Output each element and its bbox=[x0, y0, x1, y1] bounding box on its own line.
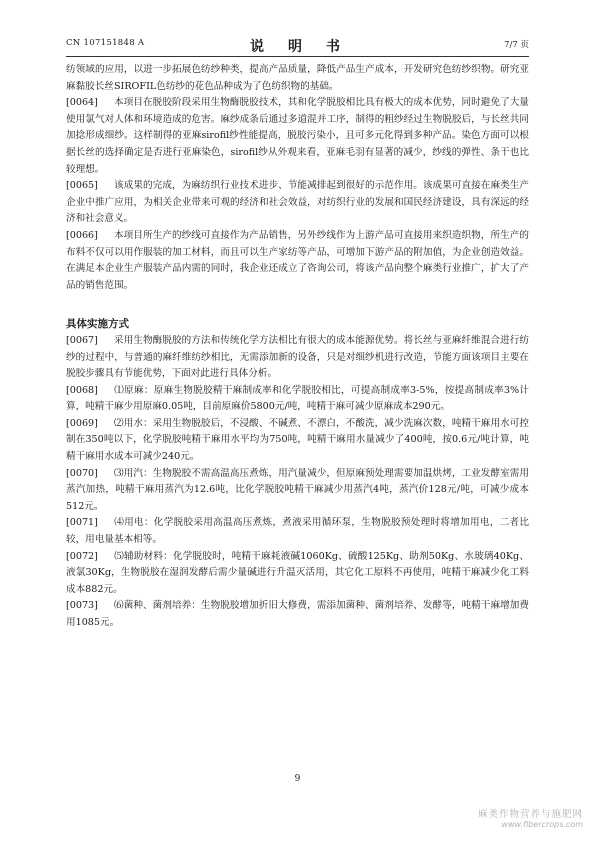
paragraph-number: [0066] bbox=[66, 229, 98, 241]
watermark-name: 麻类作物营养与施肥网 bbox=[477, 809, 583, 820]
paragraph-text: 采用生物酶脱胶的方法和传统化学方法相比有很大的成本能源优势。将长丝与亚麻纤维混合进行纺纱的过程中，与普通的麻纤维纺纱相比，无需添加新的设备，只是对细纱机进行改造，节能方面该项目主要在脱胶步骤具有节能优势，下面对此进行具体分析。 bbox=[66, 334, 529, 380]
paragraph-text: ⑷用电：化学脱胶采用高温高压煮炼，煮液采用循环泵，生物脱胶预处理时将增加用电，二者比较，用电量基本相等。 bbox=[66, 517, 529, 546]
paragraph-number: [0071] bbox=[66, 517, 98, 529]
paragraph-number: [0068] bbox=[66, 384, 98, 396]
paragraph-number: [0064] bbox=[66, 97, 98, 109]
paragraph-text: 该成果的完成，为麻纺织行业技术进步、节能减排起到很好的示范作用。该成果可直接在麻类生产企业中推广应用，为相关企业带来可观的经济和社会效益，对纺织行业的发展和国民经济建设，具有深远的经济和社会意义。 bbox=[66, 180, 529, 225]
paragraph-0065 bbox=[66, 178, 529, 228]
paragraph-text: ⑴原麻：原麻生物脱胶精干麻制成率和化学脱胶相比，可提高制成率3-5%，按提高制成率3%计算，吨精干麻少用原麻0.05吨，目前原麻价5800元/吨，吨精干麻可减少原麻成本290元。 bbox=[66, 384, 529, 413]
paragraph-0072 bbox=[66, 549, 529, 599]
paragraph-0066 bbox=[66, 228, 529, 294]
paragraph-text: ⑶用汽：生物脱胶不需高温高压煮炼，用汽量减少，但原麻预处理需要加温烘烤，工业发酵室需用蒸汽加热，吨精干麻用蒸汽为12.6吨，比化学脱胶吨精干麻减少用蒸汽4吨，蒸汽价128元/吨，可减少成本512元。 bbox=[66, 467, 529, 512]
publication-number: CN 107151848 A bbox=[66, 38, 145, 48]
paragraph-number: [0065] bbox=[66, 180, 98, 192]
paragraph-text: 本项目所生产的纱线可直接作为产品销售，另外纱线作为上游产品可直接用来织造织物，所生产的布料不仅可以用作服装的加工材料，而且可以生产家纺等产品，可增加下游产品的附加值，为企业创造效益。在满足本企业生产服装产品内需的同时，我企业还成立了咨询公司，将该产品向整个麻类行业推广，扩大了产品的销售范围。 bbox=[66, 229, 529, 291]
paragraph-number: [0069] bbox=[66, 417, 98, 429]
document-body bbox=[66, 62, 529, 632]
page-label: 7/7 页 bbox=[504, 40, 529, 50]
paragraph-number: [0072] bbox=[66, 550, 98, 562]
header-divider bbox=[66, 56, 529, 57]
document-title: 说 明 书 bbox=[250, 39, 345, 55]
paragraph-number: [0073] bbox=[66, 600, 98, 612]
paragraph-0067 bbox=[66, 333, 529, 383]
site-watermark bbox=[478, 806, 583, 829]
paragraph-text: ⑵用水：采用生物脱胶后，不浸酸、不碱煮、不漂白，不酸洗，减少洗麻次数，吨精干麻用水可控制在350吨以下，化学脱胶吨精干麻用水平均为750吨，吨精干麻用水量减少了400吨，按0.6元/吨计算，吨精干麻用水成本可减少240元。 bbox=[66, 417, 529, 463]
paragraph-0071 bbox=[66, 515, 529, 548]
page-number: 9 bbox=[294, 774, 301, 784]
paragraph-text: ⑹菌种、菌剂培养：生物脱胶增加折旧大修费，需添加菌种、菌剂培养、发酵等，吨精干麻增加费用1085元。 bbox=[66, 600, 529, 628]
paragraph-number: [0067] bbox=[66, 334, 98, 346]
continuation-paragraph: 纺领域的应用，以进一步拓展色纺纱种类，提高产品质量，降低产品生产成本，开发研究色纺纱织物。研究亚麻黏胶长丝SIROFIL色纺纱的花色品种成为了色纺织物的基础。 bbox=[66, 64, 529, 92]
page-header bbox=[66, 36, 529, 54]
watermark-url: www.fibercrops.com bbox=[501, 820, 583, 829]
paragraph-0064 bbox=[66, 95, 529, 178]
paragraph-0073 bbox=[66, 598, 529, 631]
section-heading: 具体实施方式 bbox=[66, 318, 129, 331]
paragraph-number: [0070] bbox=[66, 467, 98, 479]
paragraph-text: ⑸辅助材料：化学脱胶时，吨精干麻耗液碱1060Kg、硫酸125Kg、助剂50Kg、水玻璃40Kg、液氯30Kg，生物脱胶在湿润发酵后需少量碱进行升温灭活用，其它化工原料不再使用，吨精干麻减少化工料成本882元。 bbox=[66, 550, 529, 595]
paragraph-0069 bbox=[66, 416, 529, 466]
paragraph-0070 bbox=[66, 466, 529, 516]
paragraph-0068 bbox=[66, 383, 529, 416]
paragraph-text: 本项目在脱胶阶段采用生物酶脱胶技术，其和化学脱胶相比具有极大的成本优势，同时避免了大量使用氯气对人体和环境造成的危害。麻纱成条后通过多道混并工序，制得的粗纱经过生物脱胶后，与长丝共同加捻形成细纱。这样制得的亚麻sirofil纱性能提高，脱胶污染小，且可多元化得到多种产品。染色方面可以根据长丝的选择确定是否进行亚麻染色，sirofil纱从外观来看，亚麻毛羽有显著的减少，纱线的弹性、条干也比较理想。 bbox=[66, 97, 529, 175]
